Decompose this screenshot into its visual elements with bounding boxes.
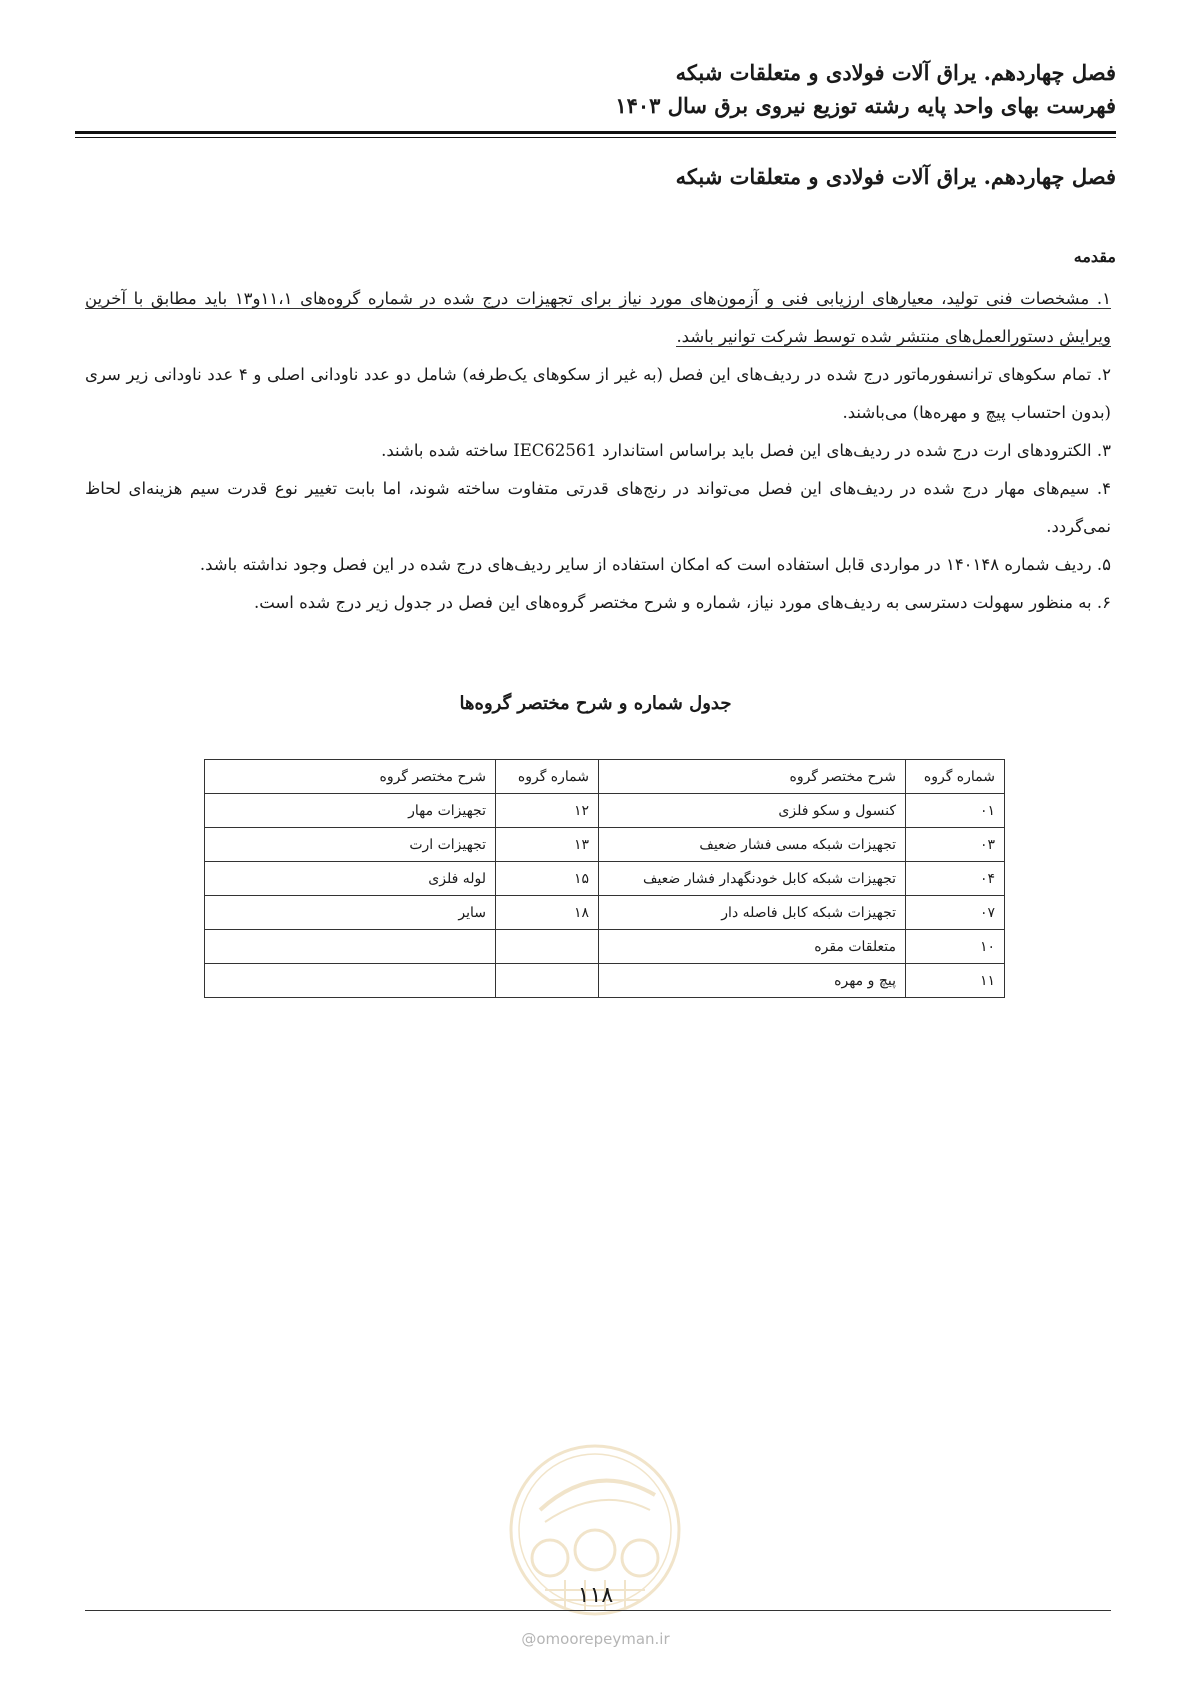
table-cell [205, 930, 496, 964]
table-row [205, 930, 1005, 964]
table-row [205, 828, 1005, 862]
table-title: جدول شماره و شرح مختصر گروه‌ها [459, 693, 732, 714]
intro-paragraph-2: ۲. تمام سکوهای ترانسفورماتور درج شده در ردیف‌های این فصل (به غیر از سکوهای یک‌طرفه) شامل دو عدد ناودانی اصلی و ۴ عدد ناودانی زیر سری (بدون احتساب پیچ و مهره‌ها) می‌باشند. [85, 365, 1111, 422]
page-header [75, 56, 1116, 122]
table-cell: کنسول و سکو فلزی [599, 794, 906, 828]
table-cell: تجهیزات مهار [205, 794, 496, 828]
table-cell: پیچ و مهره [599, 964, 906, 998]
table-cell [496, 964, 599, 998]
table-cell: ۱۳ [496, 828, 599, 862]
table-cell: ۱۱ [906, 964, 1005, 998]
table-cell: تجهیزات شبکه مسی فشار ضعیف [599, 828, 906, 862]
header-price-list-line: فهرست بهای واحد پایه رشته توزیع نیروی برق سال ۱۴۰۳ [615, 93, 1116, 118]
table-cell: ۰۴ [906, 862, 1005, 896]
table-row [205, 862, 1005, 896]
header-chapter-line: فصل چهاردهم. یراق آلات فولادی و متعلقات شبکه [675, 60, 1116, 85]
table-header-cell: شماره گروه [906, 760, 1005, 794]
table-cell: ۱۵ [496, 862, 599, 896]
table-header-cell: شرح مختصر گروه [205, 760, 496, 794]
table-cell: لوله فلزی [205, 862, 496, 896]
chapter-title: فصل چهاردهم. یراق آلات فولادی و متعلقات شبکه [675, 164, 1116, 189]
table-cell: تجهیزات شبکه کابل خودنگهدار فشار ضعیف [599, 862, 906, 896]
table-cell [205, 964, 496, 998]
table-cell: سایر [205, 896, 496, 930]
table-header-row [205, 760, 1005, 794]
table-cell: تجهیزات ارت [205, 828, 496, 862]
header-rule-thin [75, 137, 1116, 138]
intro-paragraph-1: ۱. مشخصات فنی تولید، معیارهای ارزیابی فنی و آزمون‌های مورد نیاز برای تجهیزات درج شده در شماره گروه‌های ۱۱،۱و۱۳ باید مطابق با آخرین ویرایش دستورالعمل‌های منتشر شده توسط شرکت توانیر باشد. [85, 289, 1111, 346]
table-cell: ۰۳ [906, 828, 1005, 862]
groups-table [204, 759, 1005, 998]
table-row [205, 794, 1005, 828]
intro-paragraph-6: ۶. به منظور سهولت دسترسی به ردیف‌های مورد نیاز، شماره و شرح مختصر گروه‌های این فصل در جدول زیر درج شده است. [253, 593, 1111, 612]
intro-heading: مقدمه [1073, 247, 1116, 266]
intro-paragraph-5: ۵. ردیف شماره ۱۴۰۱۴۸ در مواردی قابل استفاده است که امکان استفاده از سایر ردیف‌های درج شده در این فصل وجود نداشته باشد. [199, 555, 1111, 574]
table-header-cell: شماره گروه [496, 760, 599, 794]
page-number: ۱۱۸ [577, 1583, 614, 1608]
table-header-cell: شرح مختصر گروه [599, 760, 906, 794]
table-cell: ۱۰ [906, 930, 1005, 964]
table-cell: ۰۷ [906, 896, 1005, 930]
table-row [205, 964, 1005, 998]
table-cell [496, 930, 599, 964]
table-cell: متعلقات مقره [599, 930, 906, 964]
table-row [205, 896, 1005, 930]
table-cell: ۱۲ [496, 794, 599, 828]
table-cell: ۰۱ [906, 794, 1005, 828]
intro-paragraphs [85, 280, 1111, 622]
footer-rule [85, 1610, 1111, 1611]
footer-website-watermark: @omoorepeyman.ir [521, 1630, 670, 1648]
header-rule-thick [75, 131, 1116, 134]
intro-paragraph-3: ۳. الکترودهای ارت درج شده در ردیف‌های این فصل باید براساس استاندارد IEC62561 ساخته شده باشند. [381, 441, 1111, 460]
table-cell: ۱۸ [496, 896, 599, 930]
table-cell: تجهیزات شبکه کابل فاصله دار [599, 896, 906, 930]
intro-paragraph-4: ۴. سیم‌های مهار درج شده در ردیف‌های این فصل می‌تواند در رنج‌های قدرتی متفاوت ساخته شوند، اما بابت تغییر نوع قدرت سیم هزینه‌ای لحاظ نمی‌گردد. [85, 479, 1111, 536]
